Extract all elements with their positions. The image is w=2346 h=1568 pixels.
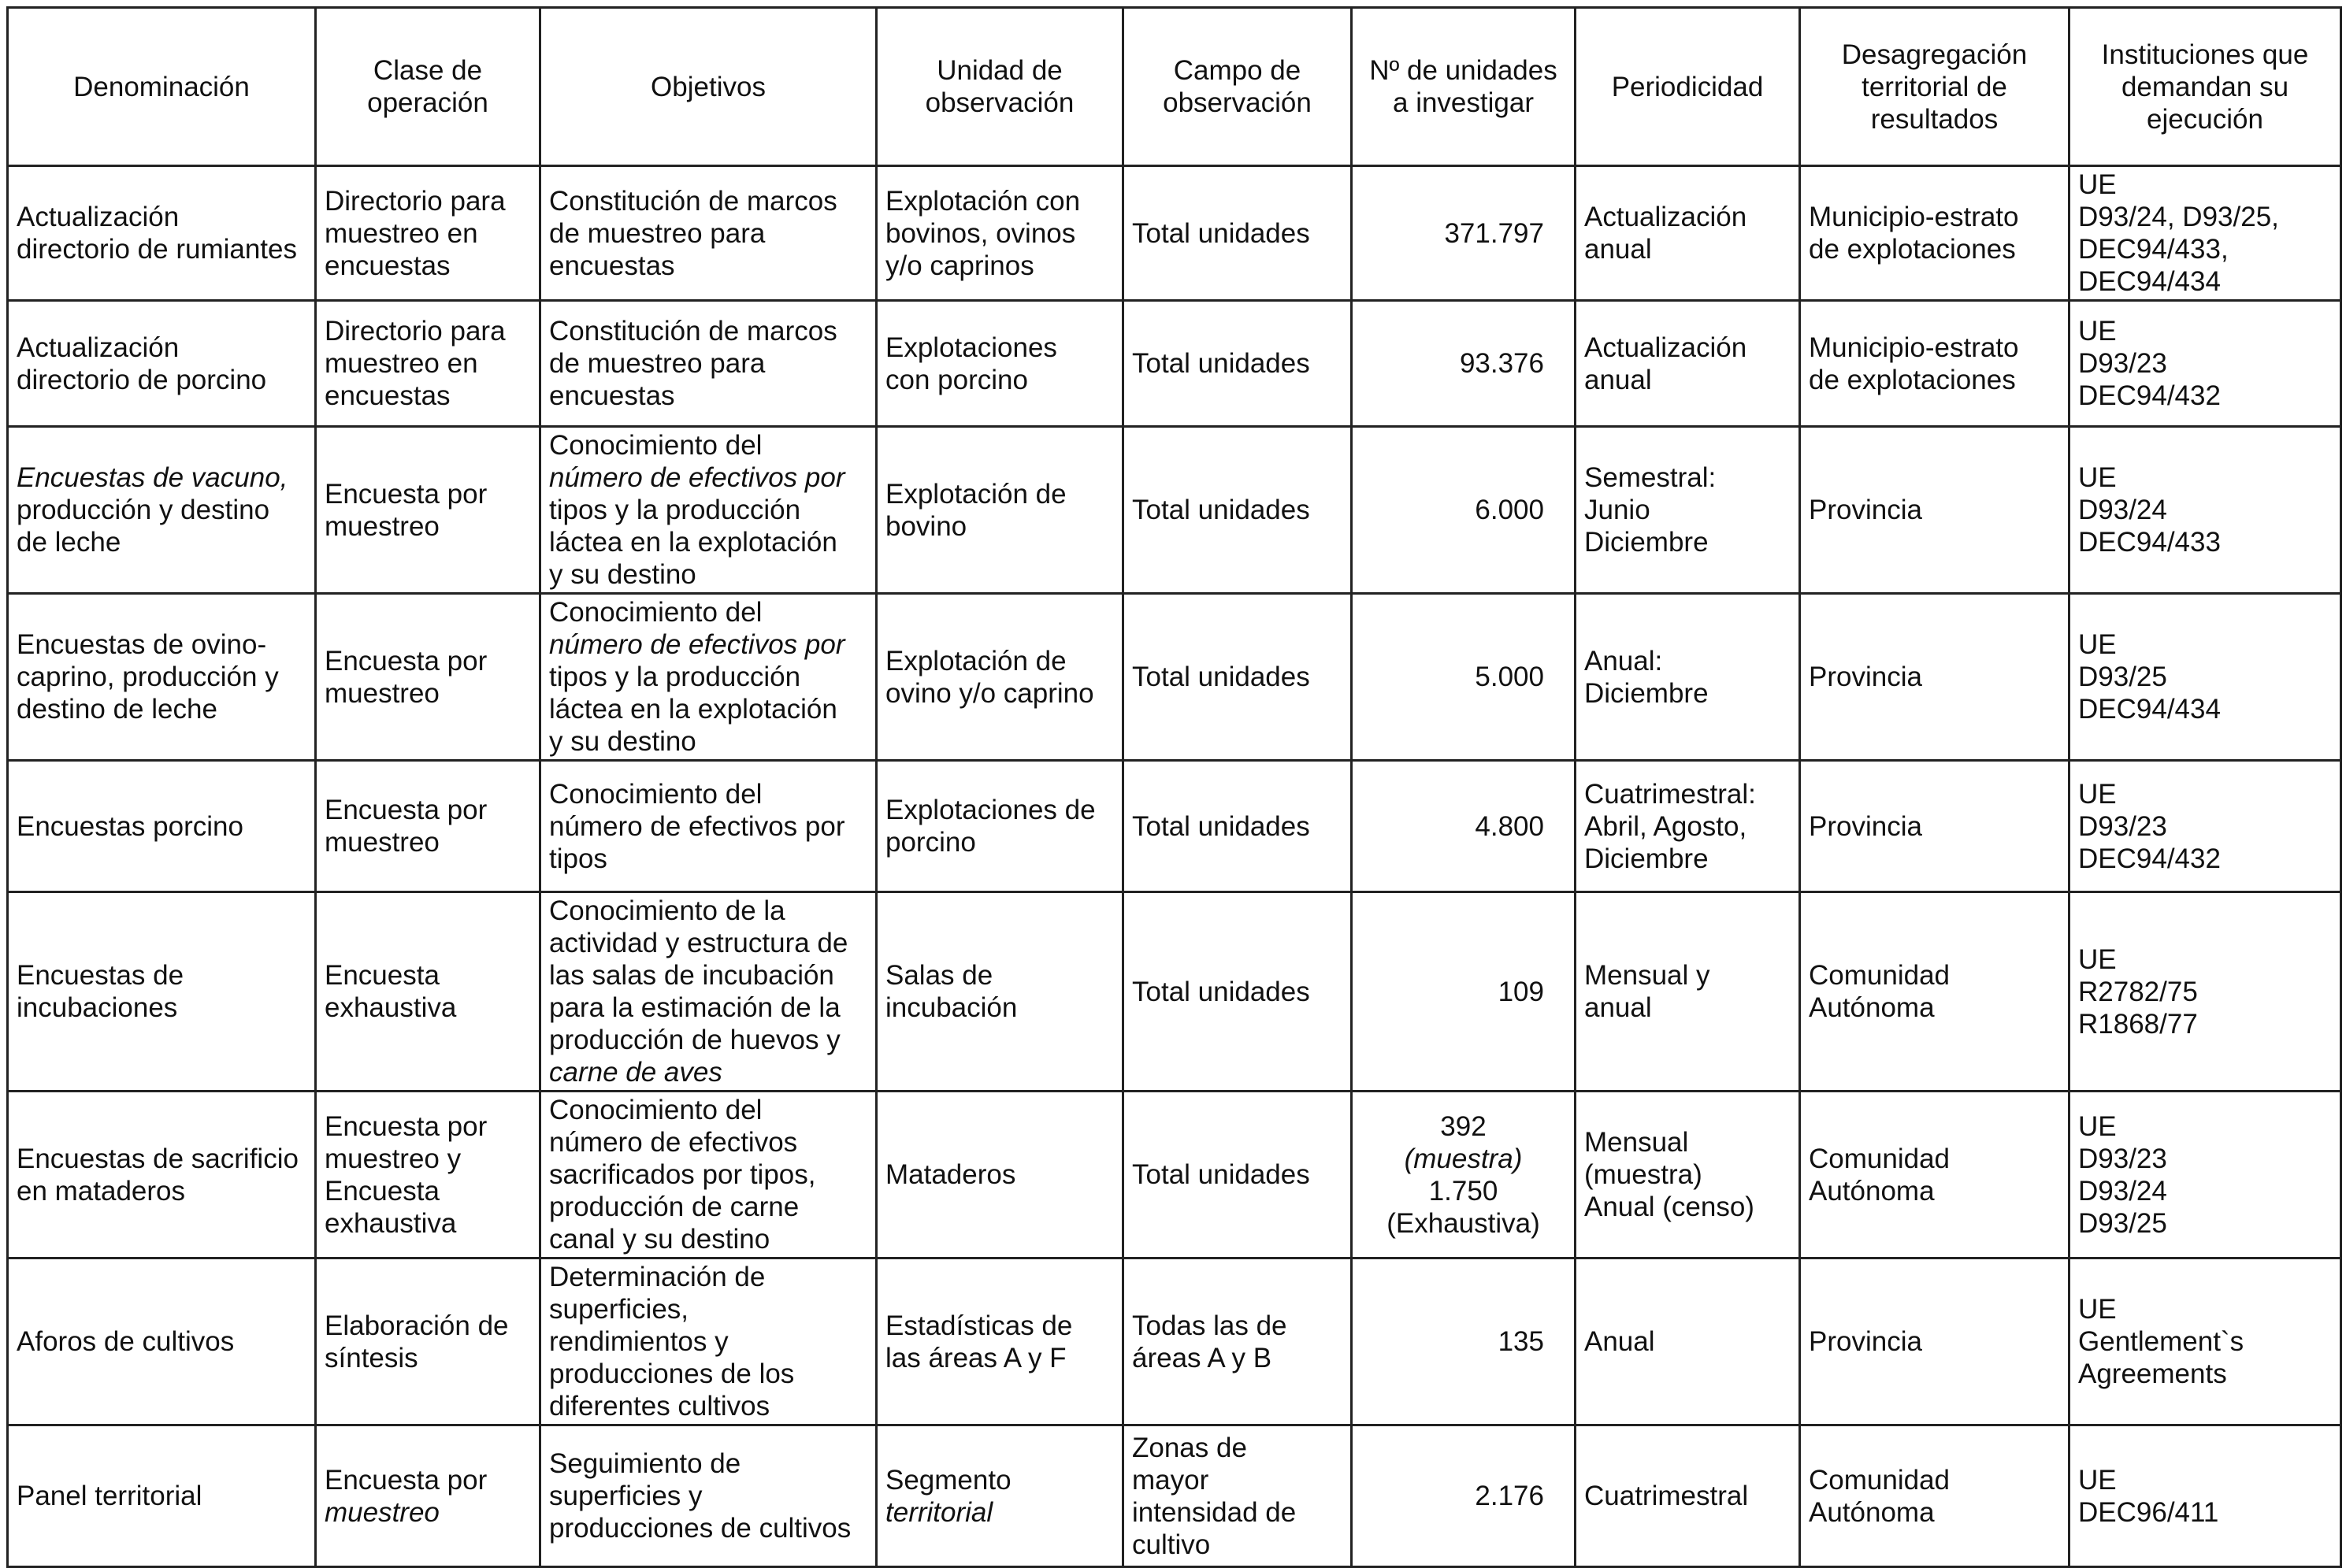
cell-denominacion: Encuestas de incubaciones: [8, 892, 316, 1092]
cell-unidad: Estadísticas de las áreas A y F: [877, 1258, 1123, 1425]
cell-periodicidad: Anual: [1576, 1258, 1800, 1425]
cell-numero: 93.376: [1352, 301, 1576, 427]
cell-campo: Total unidades: [1123, 1092, 1352, 1258]
cell-objetivos: Conocimiento del número de efectivos sacrificados por tipos, producción de carne canal y su destino: [540, 1092, 877, 1258]
cell-campo: Total unidades: [1123, 761, 1352, 892]
cell-instituciones: UE D93/23 D93/24 D93/25: [2069, 1092, 2341, 1258]
header-unidad-observacion: Unidad de observación: [877, 8, 1123, 166]
cell-clase: Encuesta por muestreo: [316, 427, 540, 594]
header-denominacion: Denominación: [8, 8, 316, 166]
table-row: [8, 166, 2341, 301]
cell-periodicidad: Actualización anual: [1576, 166, 1800, 301]
cell-objetivos: Constitución de marcos de muestreo para encuestas: [540, 166, 877, 301]
cell-numero: 109: [1352, 892, 1576, 1092]
cell-denominacion: Encuestas de sacrificio en mataderos: [8, 1092, 316, 1258]
cell-unidad: Explotación con bovinos, ovinos y/o caprinos: [877, 166, 1123, 301]
cell-desagregacion: Municipio-estrato de explotaciones: [1800, 301, 2069, 427]
cell-objetivos: Conocimiento del número de efectivos por tipos y la producción láctea en la explotación y su destino: [540, 594, 877, 761]
table-row: [8, 301, 2341, 427]
cell-clase: Encuesta exhaustiva: [316, 892, 540, 1092]
cell-denominacion: Panel territorial: [8, 1425, 316, 1567]
cell-unidad: Explotación de ovino y/o caprino: [877, 594, 1123, 761]
table-row: [8, 761, 2341, 892]
cell-clase: Encuesta por muestreo y Encuesta exhaustiva: [316, 1092, 540, 1258]
header-row: [8, 8, 2341, 166]
cell-periodicidad: Cuatrimestral: [1576, 1425, 1800, 1567]
cell-objetivos: Constitución de marcos de muestreo para encuestas: [540, 301, 877, 427]
cell-numero: 5.000: [1352, 594, 1576, 761]
cell-instituciones: UE DEC96/411: [2069, 1425, 2341, 1567]
cell-denominacion: Encuestas de ovino- caprino, producción y destino de leche: [8, 594, 316, 761]
cell-campo: Zonas de mayor intensidad de cultivo: [1123, 1425, 1352, 1567]
header-clase-operacion: Clase de operación: [316, 8, 540, 166]
cell-denominacion: Encuestas de vacuno, producción y destino de leche: [8, 427, 316, 594]
cell-instituciones: UE R2782/75 R1868/77: [2069, 892, 2341, 1092]
statistics-table: [6, 6, 2342, 1568]
header-campo-observacion: Campo de observación: [1123, 8, 1352, 166]
cell-clase: Directorio para muestreo en encuestas: [316, 301, 540, 427]
cell-numero: 392 (muestra) 1.750 (Exhaustiva): [1352, 1092, 1576, 1258]
cell-periodicidad: Actualización anual: [1576, 301, 1800, 427]
cell-instituciones: UE D93/25 DEC94/434: [2069, 594, 2341, 761]
cell-desagregacion: Municipio-estrato de explotaciones: [1800, 166, 2069, 301]
cell-denominacion: Aforos de cultivos: [8, 1258, 316, 1425]
cell-campo: Total unidades: [1123, 892, 1352, 1092]
cell-desagregacion: Provincia: [1800, 427, 2069, 594]
table-row: [8, 1258, 2341, 1425]
cell-instituciones: UE D93/23 DEC94/432: [2069, 761, 2341, 892]
cell-clase: Directorio para muestreo en encuestas: [316, 166, 540, 301]
header-periodicidad: Periodicidad: [1576, 8, 1800, 166]
cell-instituciones: UE D93/24 DEC94/433: [2069, 427, 2341, 594]
table-row: [8, 427, 2341, 594]
cell-instituciones: UE D93/23 DEC94/432: [2069, 301, 2341, 427]
italic-fragment: Encuestas de vacuno,: [17, 462, 288, 493]
header-numero-unidades: Nº de unidades a investigar: [1352, 8, 1576, 166]
cell-periodicidad: Mensual (muestra) Anual (censo): [1576, 1092, 1800, 1258]
cell-campo: Total unidades: [1123, 166, 1352, 301]
cell-denominacion: Actualización directorio de porcino: [8, 301, 316, 427]
cell-objetivos: Conocimiento del número de efectivos por tipos y la producción láctea en la explotación y su destino: [540, 427, 877, 594]
table-row: [8, 594, 2341, 761]
cell-clase: Elaboración de síntesis: [316, 1258, 540, 1425]
header-desagregacion: Desagregación territorial de resultados: [1800, 8, 2069, 166]
cell-clase: Encuesta por muestreo: [316, 1425, 540, 1567]
cell-objetivos: Conocimiento del número de efectivos por tipos: [540, 761, 877, 892]
cell-objetivos: Determinación de superficies, rendimientos y producciones de los diferentes cultivos: [540, 1258, 877, 1425]
cell-clase: Encuesta por muestreo: [316, 761, 540, 892]
header-instituciones: Instituciones que demandan su ejecución: [2069, 8, 2341, 166]
cell-numero: 2.176: [1352, 1425, 1576, 1567]
cell-numero: 371.797: [1352, 166, 1576, 301]
cell-instituciones: UE Gentlement`s Agreements: [2069, 1258, 2341, 1425]
cell-denominacion: Encuestas porcino: [8, 761, 316, 892]
cell-campo: Total unidades: [1123, 594, 1352, 761]
table-row: [8, 1425, 2341, 1567]
cell-desagregacion: Provincia: [1800, 594, 2069, 761]
table-row: [8, 892, 2341, 1092]
cell-periodicidad: Mensual y anual: [1576, 892, 1800, 1092]
header-objetivos: Objetivos: [540, 8, 877, 166]
cell-unidad: Segmento territorial: [877, 1425, 1123, 1567]
cell-unidad: Salas de incubación: [877, 892, 1123, 1092]
cell-campo: Total unidades: [1123, 301, 1352, 427]
cell-desagregacion: Provincia: [1800, 1258, 2069, 1425]
cell-unidad: Explotación de bovino: [877, 427, 1123, 594]
cell-objetivos: Conocimiento de la actividad y estructura de las salas de incubación para la estimación de la producción de huevos y carne de aves: [540, 892, 877, 1092]
cell-desagregacion: Comunidad Autónoma: [1800, 1425, 2069, 1567]
cell-objetivos: Seguimiento de superficies y producciones de cultivos: [540, 1425, 877, 1567]
cell-desagregacion: Provincia: [1800, 761, 2069, 892]
cell-numero: 135: [1352, 1258, 1576, 1425]
table-row: [8, 1092, 2341, 1258]
cell-numero: 4.800: [1352, 761, 1576, 892]
cell-periodicidad: Cuatrimestral: Abril, Agosto, Diciembre: [1576, 761, 1800, 892]
cell-denominacion: Actualización directorio de rumiantes: [8, 166, 316, 301]
cell-unidad: Explotaciones con porcino: [877, 301, 1123, 427]
cell-campo: Total unidades: [1123, 427, 1352, 594]
cell-periodicidad: Semestral: Junio Diciembre: [1576, 427, 1800, 594]
cell-numero: 6.000: [1352, 427, 1576, 594]
cell-clase: Encuesta por muestreo: [316, 594, 540, 761]
cell-campo: Todas las de áreas A y B: [1123, 1258, 1352, 1425]
cell-desagregacion: Comunidad Autónoma: [1800, 1092, 2069, 1258]
cell-instituciones: UE D93/24, D93/25, DEC94/433, DEC94/434: [2069, 166, 2341, 301]
cell-periodicidad: Anual: Diciembre: [1576, 594, 1800, 761]
cell-unidad: Mataderos: [877, 1092, 1123, 1258]
cell-desagregacion: Comunidad Autónoma: [1800, 892, 2069, 1092]
cell-unidad: Explotaciones de porcino: [877, 761, 1123, 892]
